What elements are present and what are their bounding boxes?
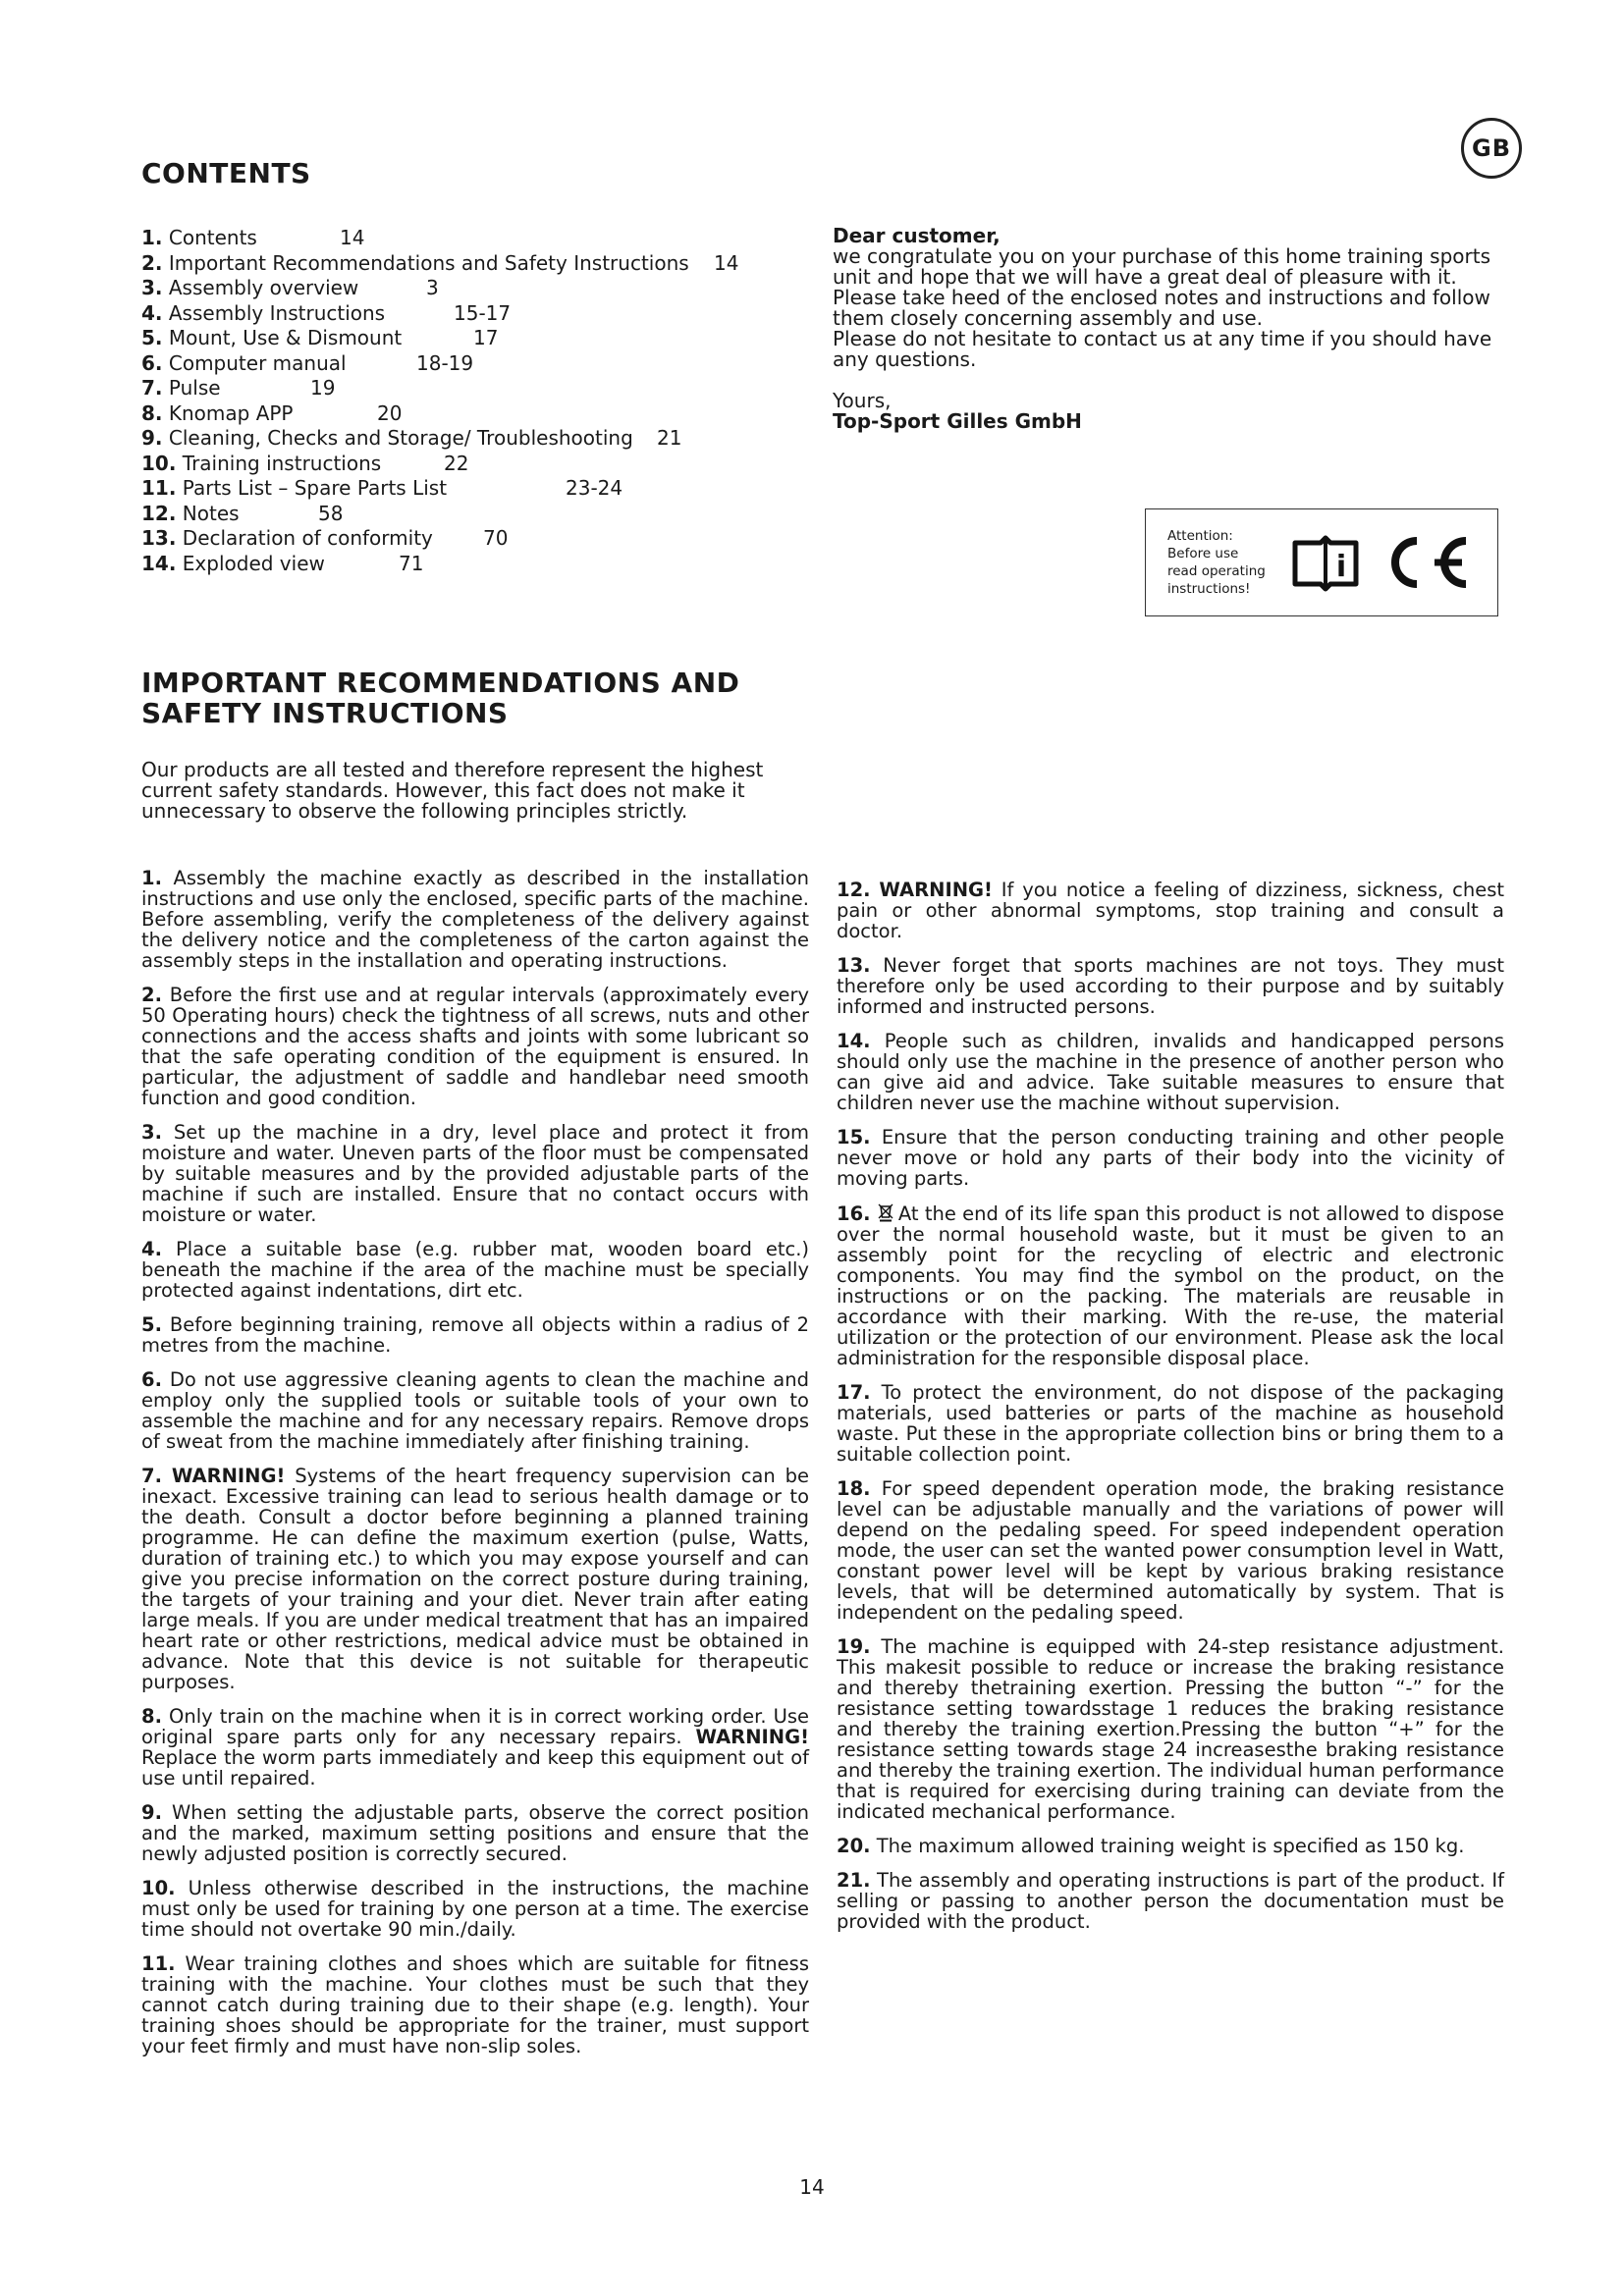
safety-item: 13. Never forget that sports machines are not toys. They must therefore only be used according to their purpose and by suitably informed and instructed persons. [837, 954, 1504, 1018]
safety-item: 2. Before the first use and at regular intervals (approximately every 50 Operating hours) check the tightness of all screws, nuts and other connections and the access shafts and joints with some lubricant so that the safe operating condition of the equipment is ensured. In particular, the adjustment of saddle and handlebar need smooth function and good condition. [141, 984, 809, 1109]
toc-item: 13. Declaration of conformity 70 [141, 526, 509, 550]
toc-item: 4. Assembly Instructions 15-17 [141, 300, 512, 325]
safety-item: 4. Place a suitable base (e.g. rubber mat, wooden board etc.) beneath the machine if the area of the machine must be specially protected against indentations, dirt etc. [141, 1238, 809, 1302]
toc-item: 10. Training instructions 22 [141, 451, 469, 475]
toc-item: 6. Computer manual 18-19 [141, 350, 474, 375]
attention-notice-text: Attention: Before use read operating instructions! [1167, 528, 1266, 597]
safety-item: 15. Ensure that the person conducting training and other people never move or hold any parts of their body into the vicinity of moving parts. [837, 1126, 1504, 1190]
safety-column-right [837, 880, 1504, 1946]
weee-bin-icon [877, 1202, 894, 1222]
toc-item: 11. Parts List – Spare Parts List 23-24 [141, 476, 623, 500]
svg-text:i: i [1335, 550, 1347, 584]
toc-item: 3. Assembly overview 3 [141, 276, 439, 299]
safety-item: 21. The assembly and operating instructions is part of the product. If selling or passing to another person the documentation must be provided with the product. [837, 1869, 1504, 1933]
toc-item: 9. Cleaning, Checks and Storage/ Troubleshooting 21 [141, 426, 682, 450]
safety-item: 16. At the end of its life span this product is not allowed to dispose over the normal household waste, but it must be given to an assembly point for the recycling of electric and electronic components. You may find the symbol on the product, on the instructions or on the packing. The materials are reusable in accordance with their marking. With the re-use, the material utilization or the protection of our environment. Please ask the local administration for the responsible disposal place. [837, 1202, 1504, 1369]
safety-item: 19. The machine is equipped with 24-step resistance adjustment. This makesit possible to reduce or increase the braking resistance and thereby thetraining exertion. Pressing the button “-” for the resistance setting towardsstage 1 reduces the braking resistance and thereby the training exertion.Pressing the button “+” for the resistance setting towards stage 24 increasesthe braking resistance and thereby the training exertion. The individual human performance that is required for exercising during training can deviate from the indicated mechanical performance. [837, 1635, 1504, 1823]
safety-item: 11. Wear training clothes and shoes which are suitable for fitness training with the machine. Your clothes must be such that they cannot catch during training due to their shape (e.g. length). Your training shoes should be appropriate for the trainer, must support your feet firmly and must have non-slip soles. [141, 1952, 809, 2057]
attention-notice-box [1145, 508, 1498, 616]
safety-item: 1. Assembly the machine exactly as described in the installation instructions and use only the enclosed, specific parts of the machine. Before assembling, verify the completeness of the delivery against the delivery notice and the completeness of the carton against the assembly steps in the installation and operating instructions. [141, 867, 809, 972]
toc-item: 8. Knomap APP 20 [141, 400, 403, 425]
safety-item: 8. Only train on the machine when it is in correct working order. Use original spare parts only for any necessary repairs. WARNING! Replace the worm parts immediately and keep this equipment out of use until repaired. [141, 1705, 810, 1789]
safety-intro: Our products are all tested and therefore represent the highest current safety standards. However, this fact does not make it unnecessary to observe the following principles strictly. [141, 758, 764, 823]
ce-mark-icon [1374, 531, 1472, 594]
letter-body: Please do not hesitate to contact us at any time if you should have any questions. [833, 327, 1492, 371]
toc-item: 5. Mount, Use & Dismount 17 [141, 326, 499, 349]
letter-body: we congratulate you on your purchase of this home training sports unit and hope that we will have a great deal of pleasure with it. Please take heed of the enclosed notes and instructions and follow them closely concerning assembly and use. [833, 244, 1491, 330]
safety-item: 7. WARNING! Systems of the heart frequency supervision can be inexact. Excessive training can lead to serious health damage or to the death. Consult a doctor before beginning a planned training programme. He can define the maximum exertion (pulse, Watts, duration of training etc.) to which you may expose yourself and can give you precise information on the correct posture during training, the targets of your training and your diet. Never train after eating large meals. If you are under medical treatment that has an impaired heart rate or other restrictions, medical advice must be obtained in advance. Note that this device is not suitable for therapeutic purposes. [141, 1465, 809, 1693]
toc-item: 2. Important Recommendations and Safety Instructions 14 [141, 250, 739, 275]
language-badge: GB [1461, 118, 1522, 179]
letter-greeting: Dear customer, [833, 224, 1001, 247]
table-of-contents [141, 226, 770, 576]
safety-item: 14. People such as children, invalids and handicapped persons should only use the machine in the presence of another person who can give aid and advice. Take suitable measures to ensure that children never use the machine without supervision. [837, 1030, 1504, 1114]
safety-item: 9. When setting the adjustable parts, observe the correct position and the marked, maximum setting positions and ensure that the newly adjusted position is correctly secured. [141, 1801, 810, 1865]
safety-heading: IMPORTANT RECOMMENDATIONS AND SAFETY INSTRUCTIONS [141, 667, 740, 729]
safety-item: 6. Do not use aggressive cleaning agents to clean the machine and employ only the supplied tools or suitable tools of your own to assemble the machine and for any necessary repairs. Remove drops of sweat from the machine immediately after finishing training. [141, 1368, 809, 1453]
toc-item: 7. Pulse 19 [141, 376, 336, 400]
safety-item: 17. To protect the environment, do not dispose of the packaging materials, used batteries or parts of the machine as household waste. Put these in the appropriate collection bins or bring them to a suitable collection point. [837, 1381, 1504, 1466]
manual-book-icon [1291, 533, 1360, 592]
safety-column-left [141, 868, 809, 2070]
contents-heading: CONTENTS [141, 157, 311, 189]
safety-item: 12. WARNING! If you notice a feeling of dizziness, sickness, chest pain or other abnormal symptoms, stop training and consult a doctor. [837, 879, 1505, 942]
toc-item: 1. Contents 14 [141, 226, 365, 249]
safety-item: 3. Set up the machine in a dry, level place and protect it from moisture and water. Uneven parts of the floor must be compensated by suitable measures and by the provided adjustable parts of the machine if such are installed. Ensure that no contact occurs with moisture or water. [141, 1121, 809, 1226]
toc-item: 12. Notes 58 [141, 501, 344, 525]
safety-item: 5. Before beginning training, remove all objects within a radius of 2 metres from the machine. [141, 1313, 809, 1357]
customer-letter [833, 226, 1510, 432]
letter-closing: Yours, [833, 389, 892, 412]
safety-item: 20. The maximum allowed training weight is specified as 150 kg. [837, 1835, 1465, 1857]
letter-company: Top-Sport Gilles GmbH [833, 409, 1082, 433]
safety-item: 18. For speed dependent operation mode, the braking resistance level can be adjustable manually and the variations of power will depend on the pedaling speed. For speed independent operation mode, the user can set the wanted power consumption level in Watt, constant power level will be kept by various braking resistance levels, that will be determined automatically by system. That is independent on the pedaling speed. [837, 1477, 1505, 1624]
safety-item: 10. Unless otherwise described in the instructions, the machine must only be used for training by one person at a time. The exercise time should not overtake 90 min./daily. [141, 1877, 809, 1941]
page-number: 14 [799, 2175, 825, 2199]
toc-item: 14. Exploded view 71 [141, 551, 424, 575]
